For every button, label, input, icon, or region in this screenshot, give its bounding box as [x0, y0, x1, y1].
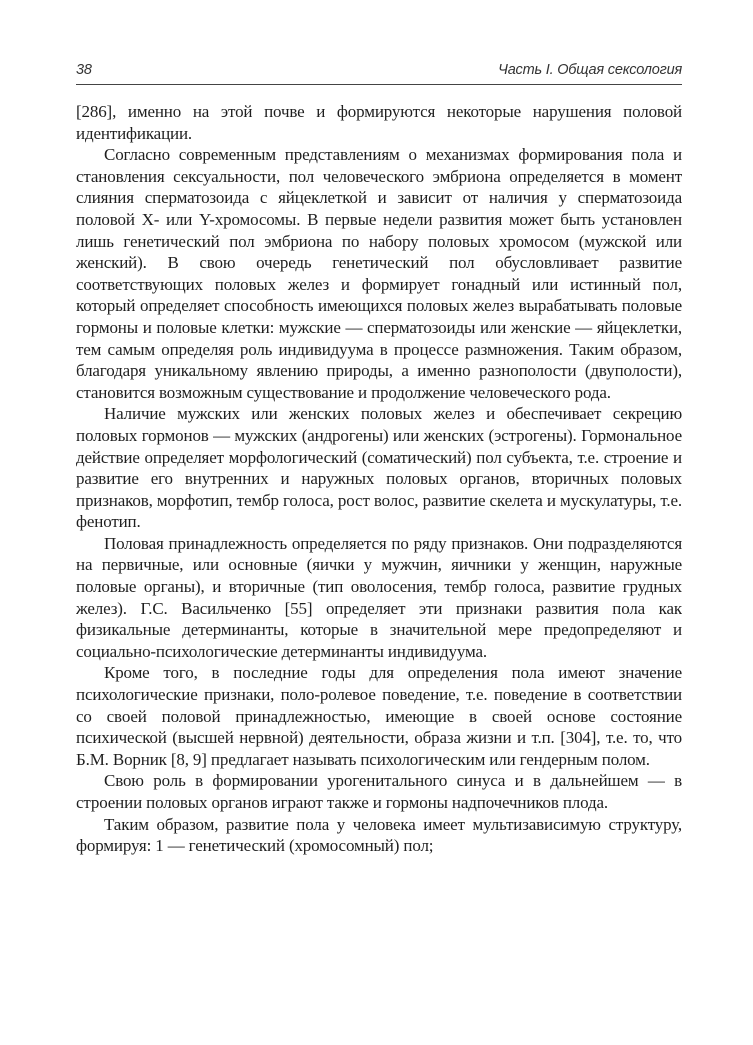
running-title: Часть I. Общая сексология — [498, 62, 682, 78]
paragraph: Таким образом, развитие пола у человека имеет мультизависимую структуру, формируя: 1 — генетический (хромосомный) пол; — [76, 814, 682, 856]
running-header — [76, 62, 682, 85]
page-number: 38 — [76, 62, 92, 78]
paragraph: Согласно современным представлениям о механизмах формирования пола и становления сексуальности, пол человеческого эмбриона определяется в момент слияния сперматозоида с яйцеклеткой и зависит от наличия у сперматозоида половой X- или Y-хромосомы. В первые недели развития может быть установлен лишь генетический пол эмбриона по набору половых хромосом (мужской или женский). В свою очередь генетический пол обусловливает развитие соответствующих половых желез и формирует гонадный или истинный пол, который определяет способность имеющихся половых желез вырабатывать половые гормоны и половые клетки: мужские — сперматозоиды или женские — яйцеклетки, тем самым определяя роль индивидуума в процессе размножения. Таким образом, благодаря уникальному явлению природы, а именно разнополости (двуполости), становится возможным существование и продолжение человеческого рода. — [76, 145, 682, 402]
body-text — [76, 101, 682, 857]
book-page — [76, 62, 682, 1037]
paragraph-continued: [286], именно на этой почве и формируются некоторые нарушения половой идентификации. — [76, 102, 682, 143]
paragraph: Наличие мужских или женских половых желез и обеспечивает секрецию половых гормонов — мужских (андрогены) или женских (эстрогены). Гормональное действие определяет морфологический (соматический) пол субъекта, т.е. строение и развитие его внутренних и наружных половых органов, вторичных половых признаков, морфотип, тембр голоса, рост волос, развитие скелета и мускулатуры, т.е. фенотип. — [76, 404, 682, 532]
paragraph: Половая принадлежность определяется по ряду признаков. Они подразделяются на первичные, или основные (яички у мужчин, яичники у женщин, наружные половые органы), и вторичные (тип оволосения, тембр голоса, развитие грудных желез). Г.С. Васильченко [55] определяет эти признаки развития пола как физикальные детерминанты, которые в значительной мере предопределяют и социально-психологические детерминанты индивидуума. — [76, 533, 682, 661]
paragraph: Свою роль в формировании урогенитального синуса и в дальнейшем — в строении половых органов играют также и гормоны надпочечников плода. — [76, 771, 682, 812]
paragraph: Кроме того, в последние годы для определения пола имеют значение психологические признаки, поло-ролевое поведение, т.е. поведение в соответствии со своей половой принадлежностью, имеющие в своей основе состояние психической (высшей нервной) деятельности, образа жизни и т.п. [304], т.е. то, что Б.М. Ворник [8, 9] предлагает называть психологическим или гендерным полом. — [76, 663, 682, 769]
